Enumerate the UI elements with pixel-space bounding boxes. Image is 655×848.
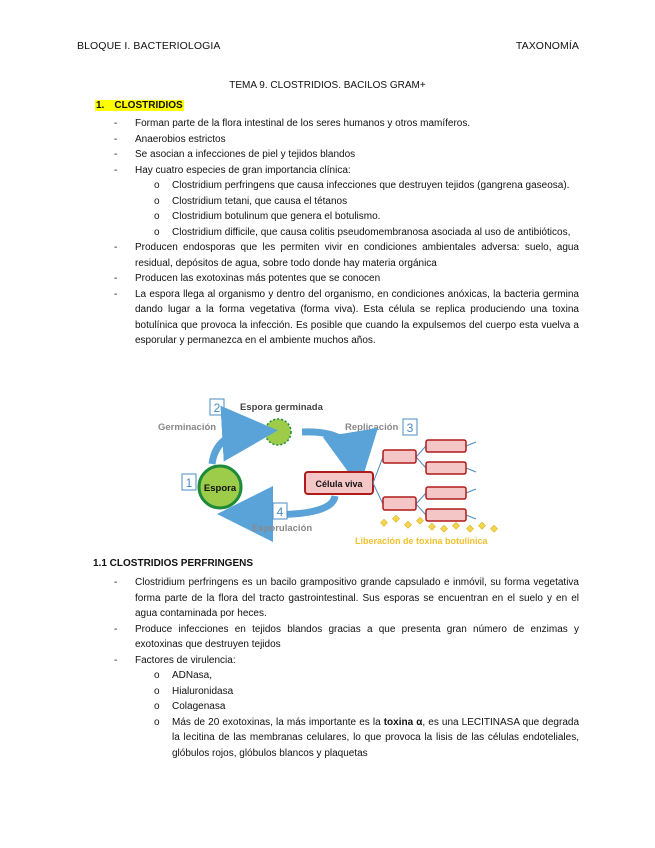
esporulacion-label: Esporulación xyxy=(252,523,313,534)
list-item: - Se asocian a infecciones de piel y tejidos blandos xyxy=(114,149,356,160)
header-left: BLOQUE I. BACTERIOLOGIA xyxy=(77,40,221,52)
list-item: - La espora llega al organismo y dentro del organismo, en condiciones anóxicas, la bacteria germina dando lugar a la forma vegetativa (forma viva). Esta célula se replica produciendo una toxina botulínica que provoca la infección. Es posible que cuando la expulsemos del cuerpo esta vuelva a esporular y permanezca en el ambiente muchos años. xyxy=(114,288,579,346)
list-item: - Hay cuatro especies de gran importancia clínica: xyxy=(114,164,351,176)
replicacion-arrow xyxy=(302,432,355,460)
factor-item: o Hialuronidasa xyxy=(154,685,234,697)
step-1-label: 1 xyxy=(185,476,193,490)
daughter-cells xyxy=(383,440,466,521)
page-title: TEMA 9. CLOSTRIDIOS. BACILOS GRAM+ xyxy=(229,80,426,91)
germinated-spore-icon xyxy=(265,419,291,445)
species-item: o Clostridium tetani, que causa el tétanos xyxy=(154,195,348,207)
step-2-label: 2 xyxy=(213,401,221,415)
list-item: - Producen endosporas que les permiten vivir en condiciones ambientales adversa: suelo, agua residual, depósitos de agua, sobre todo donde hay materia orgánica xyxy=(114,242,579,269)
species-item: o Clostridium botulinum que genera el botulismo. xyxy=(154,211,381,222)
espora-germinada-label: Espora germinada xyxy=(240,402,323,413)
section11-heading: 1.1 CLOSTRIDIOS PERFRINGENS xyxy=(93,558,254,569)
section1-list xyxy=(114,116,579,349)
list-item: - Forman parte de la flora intestinal de los seres humanos y otros mamíferos. xyxy=(114,118,471,129)
replicacion-label: Replicación xyxy=(345,422,399,433)
list-item: - Anaerobios estrictos xyxy=(114,133,226,145)
factor-item: o ADNasa, xyxy=(154,670,213,681)
factor-item: o Colagenasa xyxy=(154,701,226,712)
species-item: o Clostridium difficile, que causa colitis pseudomembranosa asociada al uso de antibióticos, xyxy=(154,226,571,238)
liberacion-label: Liberación de toxina botulínica xyxy=(355,536,488,546)
section1-heading xyxy=(95,100,184,111)
header-right: TAXONOMÍA xyxy=(515,40,579,52)
list-item: - Produce infecciones en tejidos blandos gracias a que presenta gran número de enzimas y exotoxinas que destruyen tejidos xyxy=(114,623,579,650)
life-cycle-diagram xyxy=(150,392,530,552)
germinacion-label: Germinación xyxy=(158,422,217,433)
section1-heading-text: CLOSTRIDIOS xyxy=(114,100,183,111)
section1-number: 1. xyxy=(96,100,105,111)
esporulacion-arrow xyxy=(245,496,335,515)
step-4-label: 4 xyxy=(276,505,284,519)
list-item: - Factores de virulencia: xyxy=(114,654,236,666)
section11-list xyxy=(114,575,579,761)
step-3-label: 3 xyxy=(406,421,414,435)
factor-item: o Más de 20 exotoxinas, la más importante es la toxina α, es una LECITINASA que degrada la lecitina de las membranas celulares, lo que provoca la lisis de las células endoteliales, glóbulos rojos, glóbulos blancos y plaquetas xyxy=(154,716,580,759)
espora-label: Espora xyxy=(203,483,237,494)
germinacion-arrow xyxy=(212,432,250,464)
celula-viva-label: Célula viva xyxy=(315,479,363,489)
species-item: o Clostridium perfringens que causa infecciones que destruyen tejidos (gangrena gaseosa). xyxy=(154,180,570,191)
list-item: - Producen las exotoxinas más potentes que se conocen xyxy=(114,273,381,284)
list-item: - Clostridium perfringens es un bacilo grampositivo grande capsulado e inmóvil, su forma vegetativa forma parte de la flora del tracto gastrointestinal. Sus esporas se encuentran en el suelo y en el agua contaminada por heces. xyxy=(114,577,579,619)
